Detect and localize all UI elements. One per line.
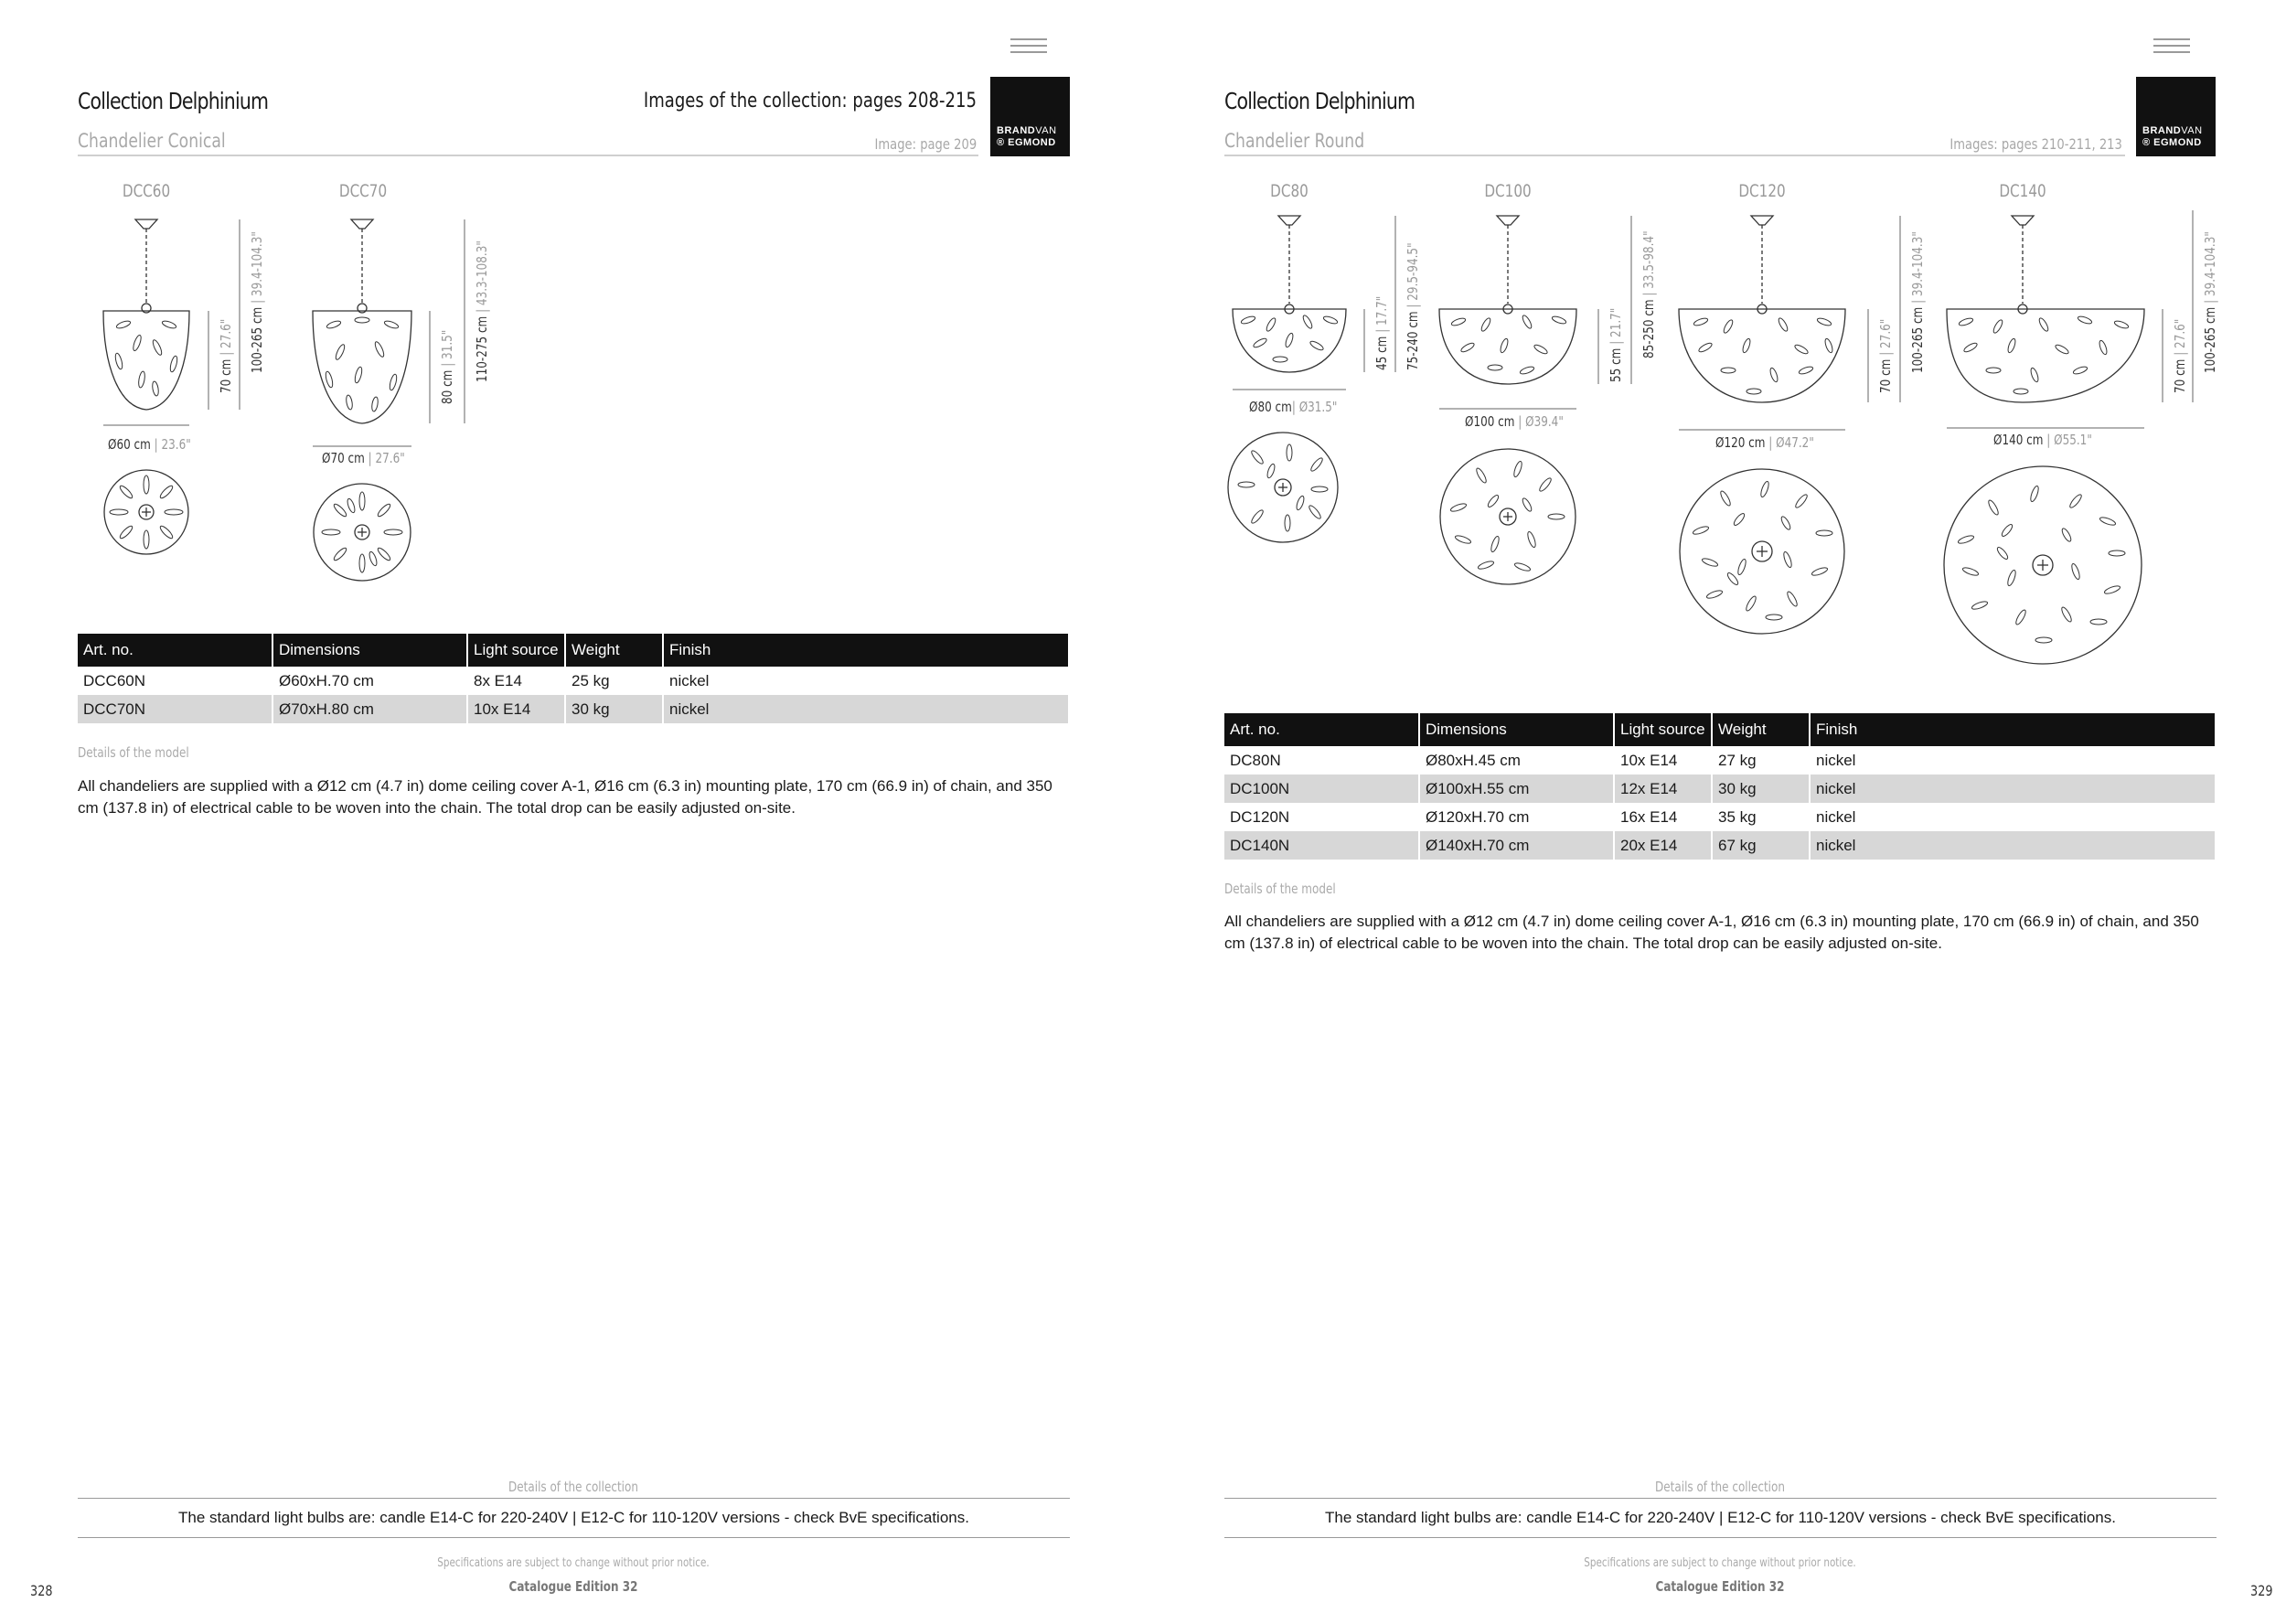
drawing-dc100	[1439, 216, 1631, 584]
logo-text-brand: BRAND	[2142, 125, 2182, 136]
table-cell: nickel	[1810, 746, 2216, 775]
dimension-height-dcc60: 70 cm | 27.6"	[218, 318, 234, 393]
column-header: Weight	[1712, 713, 1810, 746]
dimension-height-dc80: 45 cm | 17.7"	[1373, 295, 1390, 370]
table-cell: 30 kg	[565, 695, 663, 723]
table-cell: 25 kg	[565, 667, 663, 695]
page-subtitle: Chandelier Round	[1224, 130, 1365, 152]
table-row	[78, 695, 1069, 723]
column-header: Light source	[1614, 713, 1712, 746]
table-cell: nickel	[663, 695, 1069, 723]
table-cell: 16x E14	[1614, 803, 1712, 831]
footer-rule-top	[1224, 1498, 2217, 1499]
conical-chandelier-drawings	[0, 0, 1143, 640]
dimension-diameter-dcc70: Ø70 cm | 27.6"	[322, 450, 405, 466]
model-label-dcc60: DCC60	[122, 181, 171, 201]
logo-text-egmond: ® EGMOND	[2142, 137, 2202, 148]
footer-rule-bottom	[78, 1537, 1070, 1538]
table-cell: DC100N	[1224, 775, 1419, 803]
model-label-dc120: DC120	[1738, 181, 1786, 201]
table-cell: 10x E14	[1614, 746, 1712, 775]
page-number: 329	[2250, 1582, 2273, 1599]
footer-rule-bottom	[1224, 1537, 2217, 1538]
specifications-note: Specifications are subject to change without prior notice.	[437, 1556, 710, 1570]
bulbs-note: The standard light bulbs are: candle E14-C for 220-240V | E12-C for 110-120V versions - check BvE specifications.	[178, 1509, 969, 1526]
column-header: Art. no.	[78, 634, 272, 667]
table-cell: 67 kg	[1712, 831, 1810, 860]
table-cell: Ø140xH.70 cm	[1419, 831, 1614, 860]
logo-text-van: VAN	[2181, 125, 2203, 136]
table-cell: nickel	[1810, 803, 2216, 831]
details-model-text: All chandeliers are supplied with a Ø12 cm (4.7 in) dome ceiling cover A-1, Ø16 cm (6.3 in) mounting plate, 170 cm (66.9 in) of chain, and 350 cm (137.8 in) of electrical cable to be woven into the chain. The total drop can be easily adjusted on-site.	[1224, 913, 2199, 952]
dimension-diameter-dc80: Ø80 cm| Ø31.5"	[1249, 399, 1338, 415]
drawing-dc120	[1679, 216, 1900, 634]
table-row	[1224, 803, 2216, 831]
table-cell: Ø100xH.55 cm	[1419, 775, 1614, 803]
table-cell: nickel	[1810, 775, 2216, 803]
table-cell: 20x E14	[1614, 831, 1712, 860]
dimension-drop-dcc70: 110-275 cm | 43.3-108.3"	[474, 240, 490, 382]
bulbs-note: The standard light bulbs are: candle E14-C for 220-240V | E12-C for 110-120V versions - check BvE specifications.	[1325, 1509, 2116, 1526]
catalogue-page-right	[1143, 0, 2286, 1624]
table-cell: nickel	[663, 667, 1069, 695]
dimension-height-dc100: 55 cm | 21.7"	[1608, 307, 1624, 382]
logo-text-egmond: ® EGMOND	[997, 137, 1056, 148]
table-cell: Ø120xH.70 cm	[1419, 803, 1614, 831]
image-reference: Image: page 209	[874, 135, 977, 153]
table-row	[1224, 831, 2216, 860]
page-title: Collection Delphinium	[1224, 88, 1415, 114]
column-header: Weight	[565, 634, 663, 667]
details-collection-label: Details of the collection	[508, 1479, 638, 1495]
table-cell: nickel	[1810, 831, 2216, 860]
logo-text-van: VAN	[1035, 125, 1057, 136]
spec-table	[1224, 713, 2217, 860]
details-model-text: All chandeliers are supplied with a Ø12 cm (4.7 in) dome ceiling cover A-1, Ø16 cm (6.3 in) mounting plate, 170 cm (66.9 in) of chain, and 350 cm (137.8 in) of electrical cable to be woven into the chain. The total drop can be easily adjusted on-site.	[78, 777, 1052, 817]
spec-table	[78, 634, 1070, 723]
model-label-dc80: DC80	[1270, 181, 1309, 201]
column-header: Dimensions	[272, 634, 467, 667]
table-cell: 30 kg	[1712, 775, 1810, 803]
round-chandelier-drawings	[1143, 0, 2286, 695]
dimension-height-dc140: 70 cm | 27.6"	[2172, 318, 2188, 393]
dimension-diameter-dc120: Ø120 cm | Ø47.2"	[1715, 434, 1814, 451]
footer-rule-top	[78, 1498, 1070, 1499]
images-reference: Images of the collection: pages 208-215	[643, 90, 977, 112]
details-model-label: Details of the model	[78, 744, 189, 761]
details-model-label: Details of the model	[1224, 881, 1336, 897]
page-number: 328	[30, 1582, 53, 1599]
dimension-height-dcc70: 80 cm | 31.5"	[439, 329, 455, 404]
spec-table-header	[1224, 713, 2216, 746]
dimension-drop-dc80: 75-240 cm | 29.5-94.5"	[1405, 242, 1421, 370]
image-reference: Images: pages 210-211, 213	[1950, 135, 2122, 153]
table-cell: 8x E14	[467, 667, 565, 695]
table-cell: 12x E14	[1614, 775, 1712, 803]
table-cell: 27 kg	[1712, 746, 1810, 775]
table-cell: Ø70xH.80 cm	[272, 695, 467, 723]
column-header: Dimensions	[1419, 713, 1614, 746]
details-collection-label: Details of the collection	[1655, 1479, 1785, 1495]
table-row	[78, 667, 1069, 695]
table-cell: DC120N	[1224, 803, 1419, 831]
dimension-drop-dc140: 100-265 cm | 39.4-104.3"	[2202, 231, 2218, 373]
dimension-height-dc120: 70 cm | 27.6"	[1877, 318, 1894, 393]
specifications-note: Specifications are subject to change without prior notice.	[1584, 1556, 1856, 1570]
table-row	[1224, 746, 2216, 775]
catalogue-edition: Catalogue Edition 32	[508, 1578, 638, 1595]
model-label-dc140: DC140	[1999, 181, 2046, 201]
model-label-dc100: DC100	[1484, 181, 1532, 201]
spec-table-header	[78, 634, 1069, 667]
table-cell: DCC70N	[78, 695, 272, 723]
dimension-drop-dcc60: 100-265 cm | 39.4-104.3"	[249, 231, 265, 373]
column-header: Light source	[467, 634, 565, 667]
table-cell: 35 kg	[1712, 803, 1810, 831]
dimension-drop-dc120: 100-265 cm | 39.4-104.3"	[1909, 231, 1926, 373]
dimension-diameter-dc100: Ø100 cm | Ø39.4"	[1465, 413, 1564, 430]
column-header: Finish	[663, 634, 1069, 667]
table-cell: 10x E14	[467, 695, 565, 723]
dimension-diameter-dcc60: Ø60 cm | 23.6"	[108, 436, 191, 453]
column-header: Art. no.	[1224, 713, 1419, 746]
table-cell: Ø60xH.70 cm	[272, 667, 467, 695]
table-cell: DCC60N	[78, 667, 272, 695]
table-cell: DC140N	[1224, 831, 1419, 860]
catalogue-edition: Catalogue Edition 32	[1655, 1578, 1785, 1595]
dimension-drop-dc100: 85-250 cm | 33.5-98.4"	[1640, 230, 1657, 358]
table-cell: DC80N	[1224, 746, 1419, 775]
model-label-dcc70: DCC70	[338, 181, 388, 201]
drawing-dc80	[1228, 216, 1395, 542]
logo-text-brand: BRAND	[997, 125, 1036, 136]
page-subtitle: Chandelier Conical	[78, 130, 226, 152]
dimension-diameter-dc140: Ø140 cm | Ø55.1"	[1993, 432, 2092, 448]
table-cell: Ø80xH.45 cm	[1419, 746, 1614, 775]
column-header: Finish	[1810, 713, 2216, 746]
table-row	[1224, 775, 2216, 803]
page-title: Collection Delphinium	[78, 88, 269, 114]
